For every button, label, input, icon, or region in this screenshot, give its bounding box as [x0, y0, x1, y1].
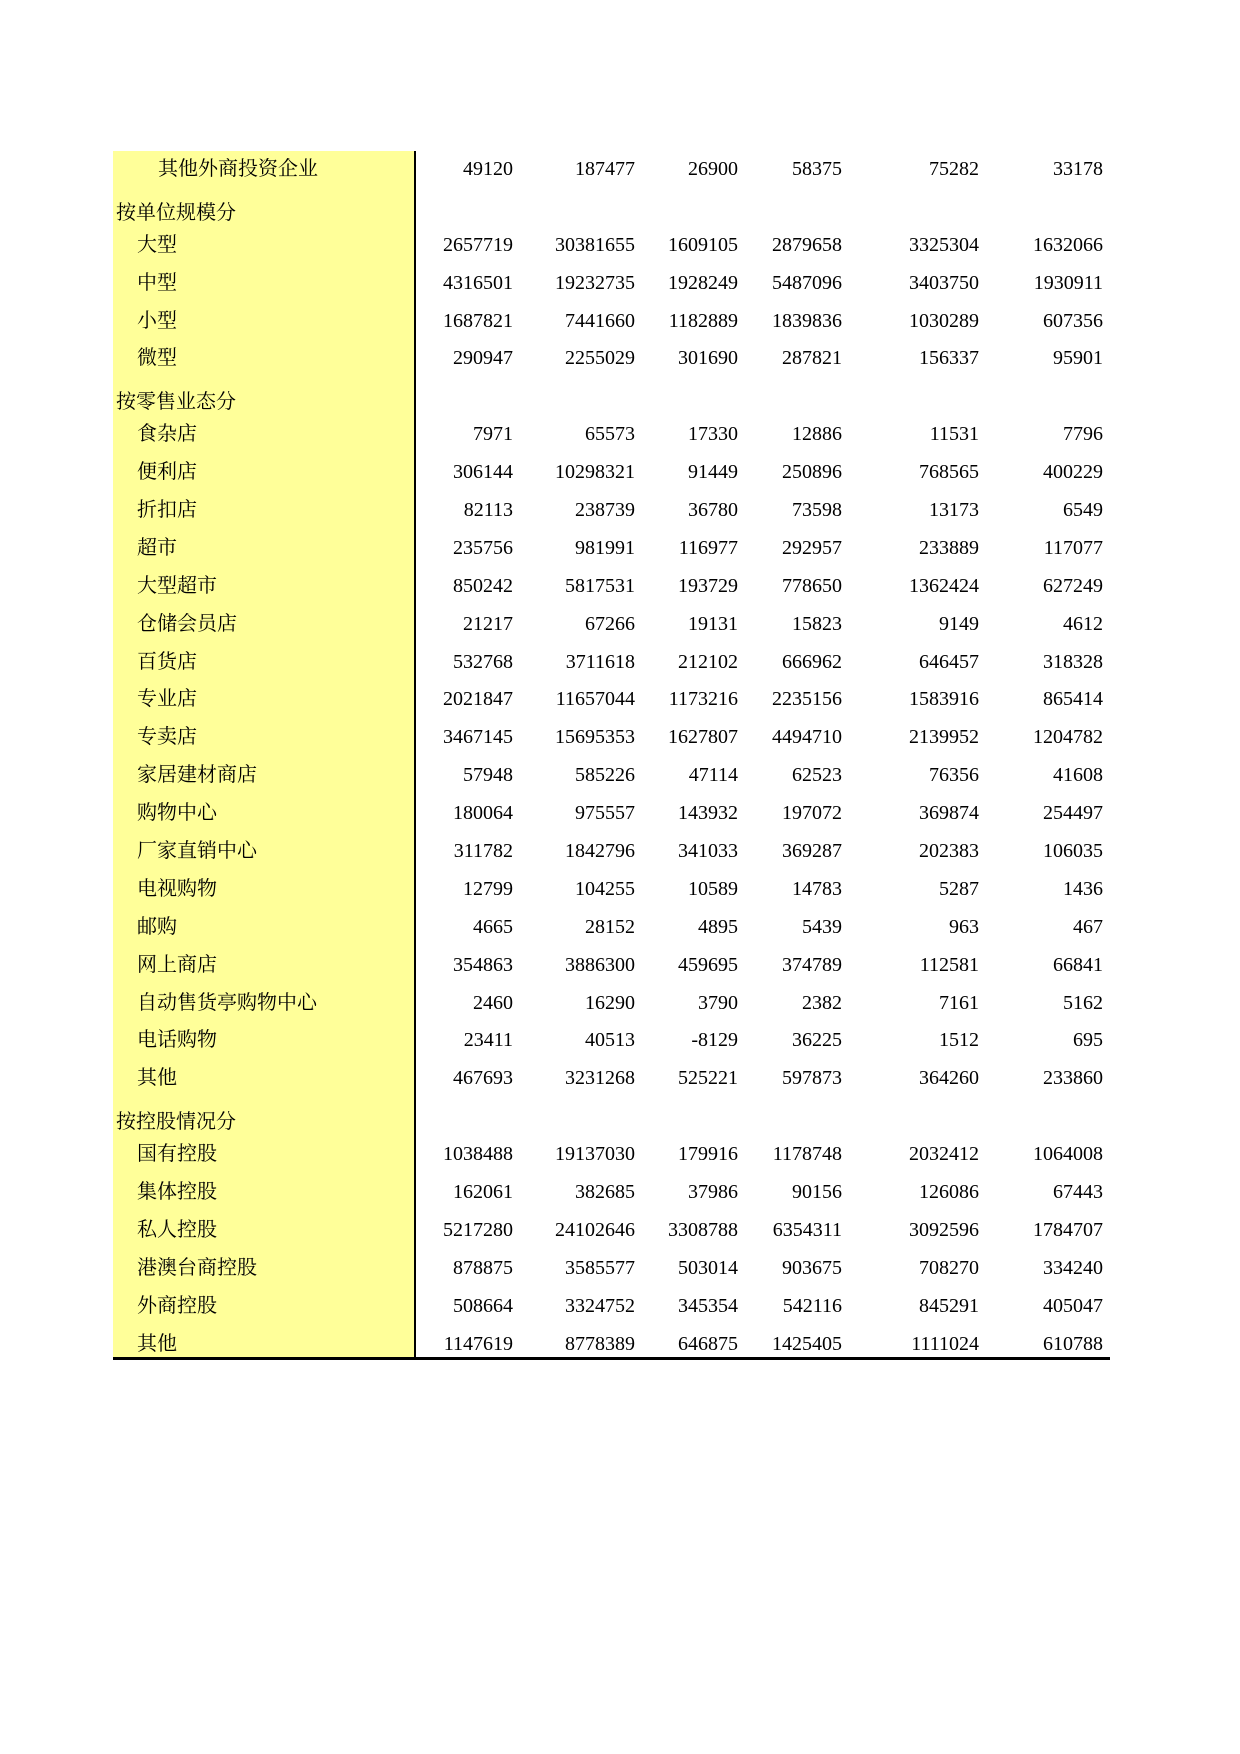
cell-value: 400229: [1043, 461, 1103, 484]
cell-value: 2460: [473, 991, 513, 1014]
cell-value: 1111024: [911, 1332, 979, 1355]
row-label: 购物中心: [137, 802, 217, 825]
table-bottom-border: [113, 1357, 1110, 1360]
table-row: [113, 454, 1110, 492]
cell-value: 2657719: [443, 233, 513, 256]
cell-value: 156337: [919, 347, 979, 370]
cell-value: 778650: [782, 574, 842, 597]
cell-value: 17330: [688, 423, 738, 446]
cell-value: 193729: [678, 574, 738, 597]
cell-value: 233860: [1043, 1067, 1103, 1090]
cell-value: 3092596: [909, 1218, 979, 1241]
cell-value: 235756: [453, 536, 513, 559]
row-label: 专业店: [137, 688, 197, 711]
cell-value: 3467145: [443, 726, 513, 749]
cell-value: 364260: [919, 1067, 979, 1090]
cell-value: 292957: [782, 536, 842, 559]
section-header-row: [113, 378, 1110, 416]
row-label: 仓储会员店: [137, 612, 237, 635]
cell-value: 7796: [1063, 423, 1103, 446]
cell-value: 3403750: [909, 271, 979, 294]
cell-value: 1583916: [909, 688, 979, 711]
cell-value: 467: [1073, 915, 1103, 938]
row-label: 集体控股: [137, 1181, 217, 1204]
table-row: [113, 416, 1110, 454]
cell-value: 179916: [678, 1143, 738, 1166]
cell-value: 40513: [585, 1029, 635, 1052]
cell-value: 1178748: [772, 1143, 842, 1166]
cell-value: 143932: [678, 802, 738, 825]
table-row: [113, 757, 1110, 795]
cell-value: 58375: [792, 158, 842, 180]
cell-value: 4612: [1063, 612, 1103, 635]
cell-value: 212102: [678, 650, 738, 673]
row-label: 私人控股: [137, 1218, 217, 1241]
cell-value: 963: [949, 915, 979, 938]
cell-value: 19131: [688, 612, 738, 635]
cell-value: 3711618: [565, 650, 635, 673]
cell-value: 238739: [575, 499, 635, 522]
cell-value: 76356: [929, 764, 979, 787]
cell-value: 3585577: [565, 1256, 635, 1279]
table-row: [113, 947, 1110, 985]
cell-value: 16290: [585, 991, 635, 1014]
row-label: 港澳台商控股: [137, 1256, 257, 1279]
cell-value: 23411: [463, 1029, 513, 1052]
cell-value: 15695353: [555, 726, 635, 749]
table-row: [113, 1250, 1110, 1288]
section-header-label: 按零售业态分: [116, 391, 236, 414]
cell-value: 67266: [585, 612, 635, 635]
cell-value: 7441660: [565, 309, 635, 332]
cell-value: 369287: [782, 840, 842, 863]
cell-value: 1930911: [1033, 271, 1103, 294]
cell-value: 73598: [792, 499, 842, 522]
table-row: [113, 795, 1110, 833]
row-label: 厂家直销中心: [137, 840, 257, 863]
cell-value: 1204782: [1033, 726, 1103, 749]
row-label: 超市: [137, 536, 177, 559]
cell-value: 9149: [939, 612, 979, 635]
table-row: [113, 833, 1110, 871]
table-row: [113, 151, 1110, 189]
cell-value: 2032412: [909, 1143, 979, 1166]
table-row: [113, 909, 1110, 947]
cell-value: 318328: [1043, 650, 1103, 673]
cell-value: 1173216: [668, 688, 738, 711]
row-label: 其他: [137, 1067, 177, 1090]
cell-value: 306144: [453, 461, 513, 484]
cell-value: 7161: [939, 991, 979, 1014]
row-label: 其他外商投资企业: [158, 158, 318, 180]
cell-value: 865414: [1043, 688, 1103, 711]
cell-value: 3324752: [565, 1294, 635, 1317]
table-row: [113, 1288, 1110, 1326]
cell-value: 1064008: [1033, 1143, 1103, 1166]
cell-value: 459695: [678, 953, 738, 976]
cell-value: 4665: [473, 915, 513, 938]
table-row: [113, 265, 1110, 303]
table-row: [113, 530, 1110, 568]
cell-value: 1609105: [668, 233, 738, 256]
table-row: [113, 985, 1110, 1023]
section-header-label: 按单位规模分: [116, 201, 236, 224]
cell-value: 1784707: [1033, 1218, 1103, 1241]
cell-value: 180064: [453, 802, 513, 825]
cell-value: 66841: [1053, 953, 1103, 976]
cell-value: 104255: [575, 877, 635, 900]
table-row: [113, 871, 1110, 909]
cell-value: 37986: [688, 1181, 738, 1204]
row-label: 网上商店: [137, 953, 217, 976]
cell-value: 334240: [1043, 1256, 1103, 1279]
cell-value: 3231268: [565, 1067, 635, 1090]
cell-value: 585226: [575, 764, 635, 787]
cell-value: 250896: [782, 461, 842, 484]
cell-value: 15823: [792, 612, 842, 635]
cell-value: 467693: [453, 1067, 513, 1090]
cell-value: 14783: [792, 877, 842, 900]
cell-value: 597873: [782, 1067, 842, 1090]
row-label: 专卖店: [137, 726, 197, 749]
table-row: [113, 681, 1110, 719]
row-label: 电话购物: [137, 1029, 217, 1052]
cell-value: 12886: [792, 423, 842, 446]
cell-value: 30381655: [555, 233, 635, 256]
cell-value: 126086: [919, 1181, 979, 1204]
cell-value: 5287: [939, 877, 979, 900]
cell-value: -8129: [691, 1029, 738, 1052]
cell-value: 36780: [688, 499, 738, 522]
cell-value: 3790: [698, 991, 738, 1014]
cell-value: 49120: [463, 158, 513, 180]
cell-value: 525221: [678, 1067, 738, 1090]
cell-value: 36225: [792, 1029, 842, 1052]
cell-value: 301690: [678, 347, 738, 370]
table-row: [113, 606, 1110, 644]
row-label: 小型: [137, 309, 177, 332]
cell-value: 62523: [792, 764, 842, 787]
cell-value: 290947: [453, 347, 513, 370]
cell-value: 90156: [792, 1181, 842, 1204]
cell-value: 532768: [453, 650, 513, 673]
cell-value: 254497: [1043, 802, 1103, 825]
cell-value: 1928249: [668, 271, 738, 294]
cell-value: 1030289: [909, 309, 979, 332]
cell-value: 6549: [1063, 499, 1103, 522]
cell-value: 878875: [453, 1256, 513, 1279]
row-label: 便利店: [137, 461, 197, 484]
row-label: 微型: [137, 347, 177, 370]
cell-value: 12799: [463, 877, 513, 900]
cell-value: 1512: [939, 1029, 979, 1052]
cell-value: 10298321: [555, 461, 635, 484]
cell-value: 369874: [919, 802, 979, 825]
cell-value: 2255029: [565, 347, 635, 370]
cell-value: 345354: [678, 1294, 738, 1317]
cell-value: 768565: [919, 461, 979, 484]
cell-value: 508664: [453, 1294, 513, 1317]
table-row: [113, 1174, 1110, 1212]
cell-value: 11531: [929, 423, 979, 446]
cell-value: 21217: [463, 612, 513, 635]
cell-value: 6354311: [772, 1218, 842, 1241]
cell-value: 197072: [782, 802, 842, 825]
cell-value: 4316501: [443, 271, 513, 294]
cell-value: 607356: [1043, 309, 1103, 332]
cell-value: 311782: [453, 840, 513, 863]
cell-value: 65573: [585, 423, 635, 446]
row-label: 自动售货亭购物中心: [137, 991, 317, 1014]
row-label: 国有控股: [137, 1143, 217, 1166]
section-header-row: [113, 1098, 1110, 1136]
row-label: 中型: [137, 271, 177, 294]
cell-value: 845291: [919, 1294, 979, 1317]
row-label: 电视购物: [137, 877, 217, 900]
row-label: 折扣店: [137, 499, 197, 522]
cell-value: 666962: [782, 650, 842, 673]
cell-value: 28152: [585, 915, 635, 938]
row-label: 大型: [137, 233, 177, 256]
cell-value: 19232735: [555, 271, 635, 294]
cell-value: 187477: [575, 158, 635, 180]
cell-value: 1038488: [443, 1143, 513, 1166]
cell-value: 542116: [782, 1294, 842, 1317]
table-row: [113, 1022, 1110, 1060]
cell-value: 95901: [1053, 347, 1103, 370]
cell-value: 10589: [688, 877, 738, 900]
table-row: [113, 719, 1110, 757]
cell-value: 2879658: [772, 233, 842, 256]
cell-value: 695: [1073, 1029, 1103, 1052]
table-row: [113, 1212, 1110, 1250]
section-header-label: 按控股情况分: [116, 1111, 236, 1134]
cell-value: 1425405: [772, 1332, 842, 1355]
cell-value: 57948: [463, 764, 513, 787]
cell-value: 2382: [802, 991, 842, 1014]
cell-value: 41608: [1053, 764, 1103, 787]
cell-value: 341033: [678, 840, 738, 863]
cell-value: 7971: [473, 423, 513, 446]
cell-value: 4895: [698, 915, 738, 938]
cell-value: 67443: [1053, 1181, 1103, 1204]
cell-value: 5439: [802, 915, 842, 938]
cell-value: 116977: [678, 536, 738, 559]
cell-value: 287821: [782, 347, 842, 370]
table-row: [113, 1060, 1110, 1098]
cell-value: 91449: [688, 461, 738, 484]
cell-value: 610788: [1043, 1332, 1103, 1355]
cell-value: 1632066: [1033, 233, 1103, 256]
cell-value: 503014: [678, 1256, 738, 1279]
cell-value: 5217280: [443, 1218, 513, 1241]
cell-value: 850242: [453, 574, 513, 597]
cell-value: 5162: [1063, 991, 1103, 1014]
table-row: [113, 340, 1110, 378]
cell-value: 3308788: [668, 1218, 738, 1241]
cell-value: 11657044: [555, 688, 635, 711]
row-label: 大型超市: [137, 574, 217, 597]
cell-value: 405047: [1043, 1294, 1103, 1317]
row-label: 其他: [137, 1332, 177, 1355]
cell-value: 24102646: [555, 1218, 635, 1241]
cell-value: 646875: [678, 1332, 738, 1355]
cell-value: 2235156: [772, 688, 842, 711]
cell-value: 5487096: [772, 271, 842, 294]
cell-value: 1436: [1063, 877, 1103, 900]
table-row: [113, 568, 1110, 606]
cell-value: 2139952: [909, 726, 979, 749]
cell-value: 3886300: [565, 953, 635, 976]
cell-value: 708270: [919, 1256, 979, 1279]
cell-value: 975557: [575, 802, 635, 825]
cell-value: 4494710: [772, 726, 842, 749]
cell-value: 981991: [575, 536, 635, 559]
cell-value: 75282: [929, 158, 979, 180]
cell-value: 1687821: [443, 309, 513, 332]
table-row: [113, 227, 1110, 265]
table-row: [113, 1136, 1110, 1174]
cell-value: 202383: [919, 840, 979, 863]
cell-value: 3325304: [909, 233, 979, 256]
cell-value: 1182889: [668, 309, 738, 332]
table-row: [113, 303, 1110, 341]
cell-value: 162061: [453, 1181, 513, 1204]
table-row: [113, 492, 1110, 530]
cell-value: 1147619: [443, 1332, 513, 1355]
cell-value: 1839836: [772, 309, 842, 332]
cell-value: 374789: [782, 953, 842, 976]
row-label: 家居建材商店: [137, 764, 257, 787]
cell-value: 112581: [919, 953, 979, 976]
cell-value: 646457: [919, 650, 979, 673]
row-label: 邮购: [137, 915, 177, 938]
cell-value: 1842796: [565, 840, 635, 863]
cell-value: 47114: [688, 764, 738, 787]
cell-value: 13173: [929, 499, 979, 522]
cell-value: 19137030: [555, 1143, 635, 1166]
cell-value: 5817531: [565, 574, 635, 597]
section-header-row: [113, 189, 1110, 227]
cell-value: 26900: [688, 158, 738, 180]
cell-value: 106035: [1043, 840, 1103, 863]
row-label: 外商控股: [137, 1294, 217, 1317]
cell-value: 33178: [1053, 158, 1103, 180]
cell-value: 1627807: [668, 726, 738, 749]
cell-value: 82113: [463, 499, 513, 522]
cell-value: 354863: [453, 953, 513, 976]
row-label: 食杂店: [137, 423, 197, 446]
cell-value: 117077: [1043, 536, 1103, 559]
cell-value: 233889: [919, 536, 979, 559]
cell-value: 627249: [1043, 574, 1103, 597]
cell-value: 382685: [575, 1181, 635, 1204]
data-table: [113, 151, 1110, 1364]
cell-value: 1362424: [909, 574, 979, 597]
cell-value: 8778389: [565, 1332, 635, 1355]
cell-value: 2021847: [443, 688, 513, 711]
cell-value: 903675: [782, 1256, 842, 1279]
table-row: [113, 644, 1110, 682]
row-label: 百货店: [137, 650, 197, 673]
